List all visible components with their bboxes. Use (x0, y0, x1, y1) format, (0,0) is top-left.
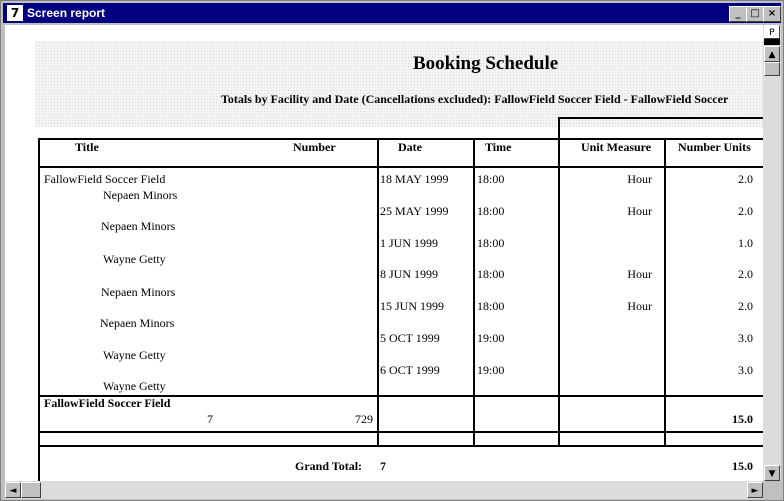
horizontal-scroll-thumb[interactable] (21, 482, 41, 498)
row-time: 19:00 (477, 331, 505, 345)
minimize-button[interactable]: _ (729, 6, 747, 22)
table-header-bottom-border (38, 166, 763, 168)
row-unit-measure: Hour (627, 172, 652, 186)
grand-total-count: 7 (380, 459, 386, 473)
row-time: 18:00 (477, 236, 505, 250)
row-date: 25 MAY 1999 (380, 204, 449, 218)
scroll-right-button[interactable]: ► (747, 482, 763, 498)
row-time: 18:00 (477, 204, 505, 218)
title-bar[interactable] (3, 3, 781, 23)
row-title: Nepaen Minors (101, 285, 176, 299)
row-date: 5 OCT 1999 (380, 331, 440, 345)
column-divider-number-units (664, 138, 666, 447)
column-divider-unit-measure (558, 117, 560, 447)
maximize-button[interactable]: □ (746, 6, 764, 22)
row-number-units: 3.0 (738, 331, 753, 345)
column-header-number: Number (293, 140, 336, 154)
row-unit-measure: Hour (627, 267, 652, 281)
facility-name: FallowField Soccer Field (44, 172, 166, 186)
row-title: Nepaen Minors (101, 219, 176, 233)
row-date: 1 JUN 1999 (380, 236, 439, 250)
vertical-scroll-thumb[interactable] (764, 62, 780, 76)
row-time: 18:00 (477, 299, 505, 313)
scrollbar-marker (764, 39, 780, 45)
subtotal-number-units: 15.0 (732, 412, 753, 426)
row-title: Wayne Getty (103, 348, 166, 362)
column-divider-date (377, 138, 379, 447)
column-divider-time (473, 138, 475, 447)
row-unit-measure: Hour (627, 299, 652, 313)
row-title: Nepaen Minors (100, 316, 175, 330)
grand-total-top-border (38, 445, 763, 447)
horizontal-scrollbar[interactable] (5, 481, 763, 499)
row-number-units: 2.0 (738, 204, 753, 218)
column-header-time: Time (485, 140, 512, 154)
report-title: Booking Schedule (413, 53, 559, 74)
table-top-border-right (558, 117, 763, 119)
grand-total-label: Grand Total: (295, 459, 363, 473)
subtotal-count: 7 (207, 412, 213, 426)
row-unit-measure: Hour (627, 204, 652, 218)
subtotal-bottom-border (38, 431, 763, 433)
vertical-scrollbar[interactable] (763, 25, 781, 481)
grand-total-number-units: 15.0 (732, 459, 753, 473)
window-title: Screen report (27, 6, 106, 20)
row-number-units: 2.0 (738, 299, 753, 313)
row-date: 15 JUN 1999 (380, 299, 445, 313)
row-number-units: 3.0 (738, 363, 753, 377)
scroll-down-button[interactable]: ▼ (764, 465, 780, 481)
report-header-background (35, 41, 763, 127)
subtotal-label: FallowField Soccer Field (44, 396, 171, 410)
table-left-border (38, 138, 40, 481)
row-time: 18:00 (477, 267, 505, 281)
column-header-unit-measure: Unit Measure (581, 140, 652, 154)
row-title: Wayne Getty (103, 379, 166, 393)
column-header-number-units: Number Units (678, 140, 751, 154)
column-header-title: Title (75, 140, 99, 154)
scroll-left-button[interactable]: ◄ (5, 482, 21, 498)
print-preview-corner[interactable]: P (764, 25, 780, 39)
row-number-units: 2.0 (738, 172, 753, 186)
row-number-units: 2.0 (738, 267, 753, 281)
scrollbar-corner (763, 481, 781, 499)
row-date: 8 JUN 1999 (380, 267, 439, 281)
report-subtitle: Totals by Facility and Date (Cancellations excluded): FallowField Soccer Field - FallowField Soccer (221, 92, 729, 106)
scroll-up-button[interactable]: ▲ (764, 46, 780, 62)
row-date: 18 MAY 1999 (380, 172, 449, 186)
row-time: 19:00 (477, 363, 505, 377)
subtotal-number: 729 (355, 412, 373, 426)
row-title: Nepaen Minors (103, 188, 178, 202)
row-number-units: 1.0 (738, 236, 753, 250)
row-date: 6 OCT 1999 (380, 363, 440, 377)
row-title: Wayne Getty (103, 252, 166, 266)
app-icon[interactable]: 7 (7, 5, 23, 21)
report-canvas (5, 25, 763, 481)
close-button[interactable]: × (763, 6, 781, 22)
column-header-date: Date (398, 140, 422, 154)
row-time: 18:00 (477, 172, 505, 186)
